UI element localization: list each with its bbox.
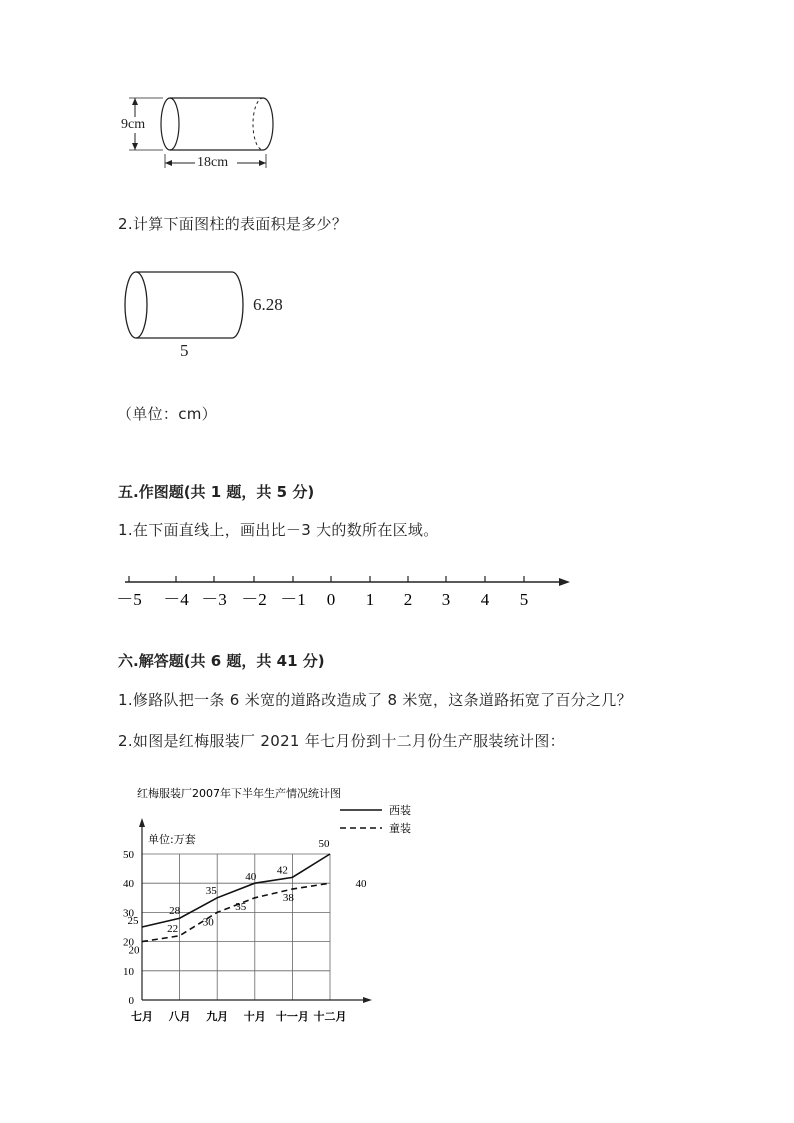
data-label: 20 [128, 944, 140, 957]
x-tick-label: 十月 [243, 1010, 266, 1023]
data-label: 38 [282, 892, 294, 905]
y-tick-label: 30 [123, 907, 134, 920]
cylinder-figure-2 [120, 268, 255, 348]
data-label: 35 [205, 884, 217, 897]
section-6-question-2: 2.如图是红梅服装厂 2021 年七月份到十二月份生产服装统计图： [118, 732, 565, 750]
length-label: 18cm [197, 155, 229, 170]
section-6-title: 六.解答题(共 6 题，共 41 分) [118, 652, 325, 670]
number-line-label: －5 [116, 590, 142, 609]
section-5-title: 五.作图题(共 1 题，共 5 分) [118, 483, 315, 501]
x-tick-label: 八月 [168, 1010, 191, 1023]
y-tick-label: 0 [128, 995, 134, 1007]
data-label: 25 [127, 915, 139, 927]
y-axis-arrow [139, 818, 145, 827]
y-tick-label: 10 [123, 965, 134, 978]
legend-label: 童装 [389, 822, 411, 835]
y-tick-label: 50 [123, 849, 134, 861]
number-line-label: 1 [365, 590, 375, 609]
number-line-label: －4 [163, 590, 189, 609]
chart-title: 红梅服装厂2007年下半年生产情况统计图 [137, 787, 341, 800]
legend-label: 西装 [389, 804, 411, 817]
x-tick-label: 九月 [206, 1010, 229, 1023]
section-6-question-1: 1.修路队把一条 6 米宽的道路改造成了 8 米宽，这条道路拓宽了百分之几？ [118, 691, 632, 709]
dimension-right: 6.28 [253, 295, 283, 314]
unit-note: （单位：cm） [117, 405, 217, 423]
number-line-label: 4 [480, 590, 490, 609]
number-line-label: 0 [326, 590, 336, 609]
dimension-bottom: 5 [180, 341, 189, 360]
data-label: 30 [202, 916, 214, 929]
data-label: 22 [167, 922, 179, 935]
number-line-label: －2 [241, 590, 267, 609]
number-line [115, 570, 575, 612]
data-label: 50 [318, 838, 330, 850]
number-line-label: －3 [201, 590, 227, 609]
chart-unit-label: 单位:万套 [148, 833, 196, 846]
number-line-label: 5 [519, 590, 529, 609]
x-axis-arrow [363, 997, 372, 1003]
data-label: 40 [355, 878, 367, 891]
number-line-label: 2 [403, 590, 413, 609]
y-tick-label: 20 [123, 936, 134, 949]
section-5-question-1: 1.在下面直线上，画出比－3 大的数所在区域。 [118, 521, 439, 539]
height-label: 9cm [121, 117, 146, 132]
data-label: 28 [169, 905, 181, 918]
y-tick-label: 40 [123, 878, 134, 891]
x-tick-label: 十一月 [275, 1010, 309, 1023]
x-tick-label: 十二月 [313, 1010, 347, 1023]
data-label: 42 [276, 864, 288, 877]
number-line-label: －1 [280, 590, 306, 609]
x-tick-label: 七月 [131, 1010, 153, 1023]
number-line-label: 3 [441, 590, 451, 609]
data-label: 40 [245, 871, 257, 884]
data-label: 35 [235, 900, 247, 913]
production-line-chart [110, 780, 430, 1025]
question-2-text: 2.计算下面图柱的表面积是多少？ [118, 215, 348, 233]
